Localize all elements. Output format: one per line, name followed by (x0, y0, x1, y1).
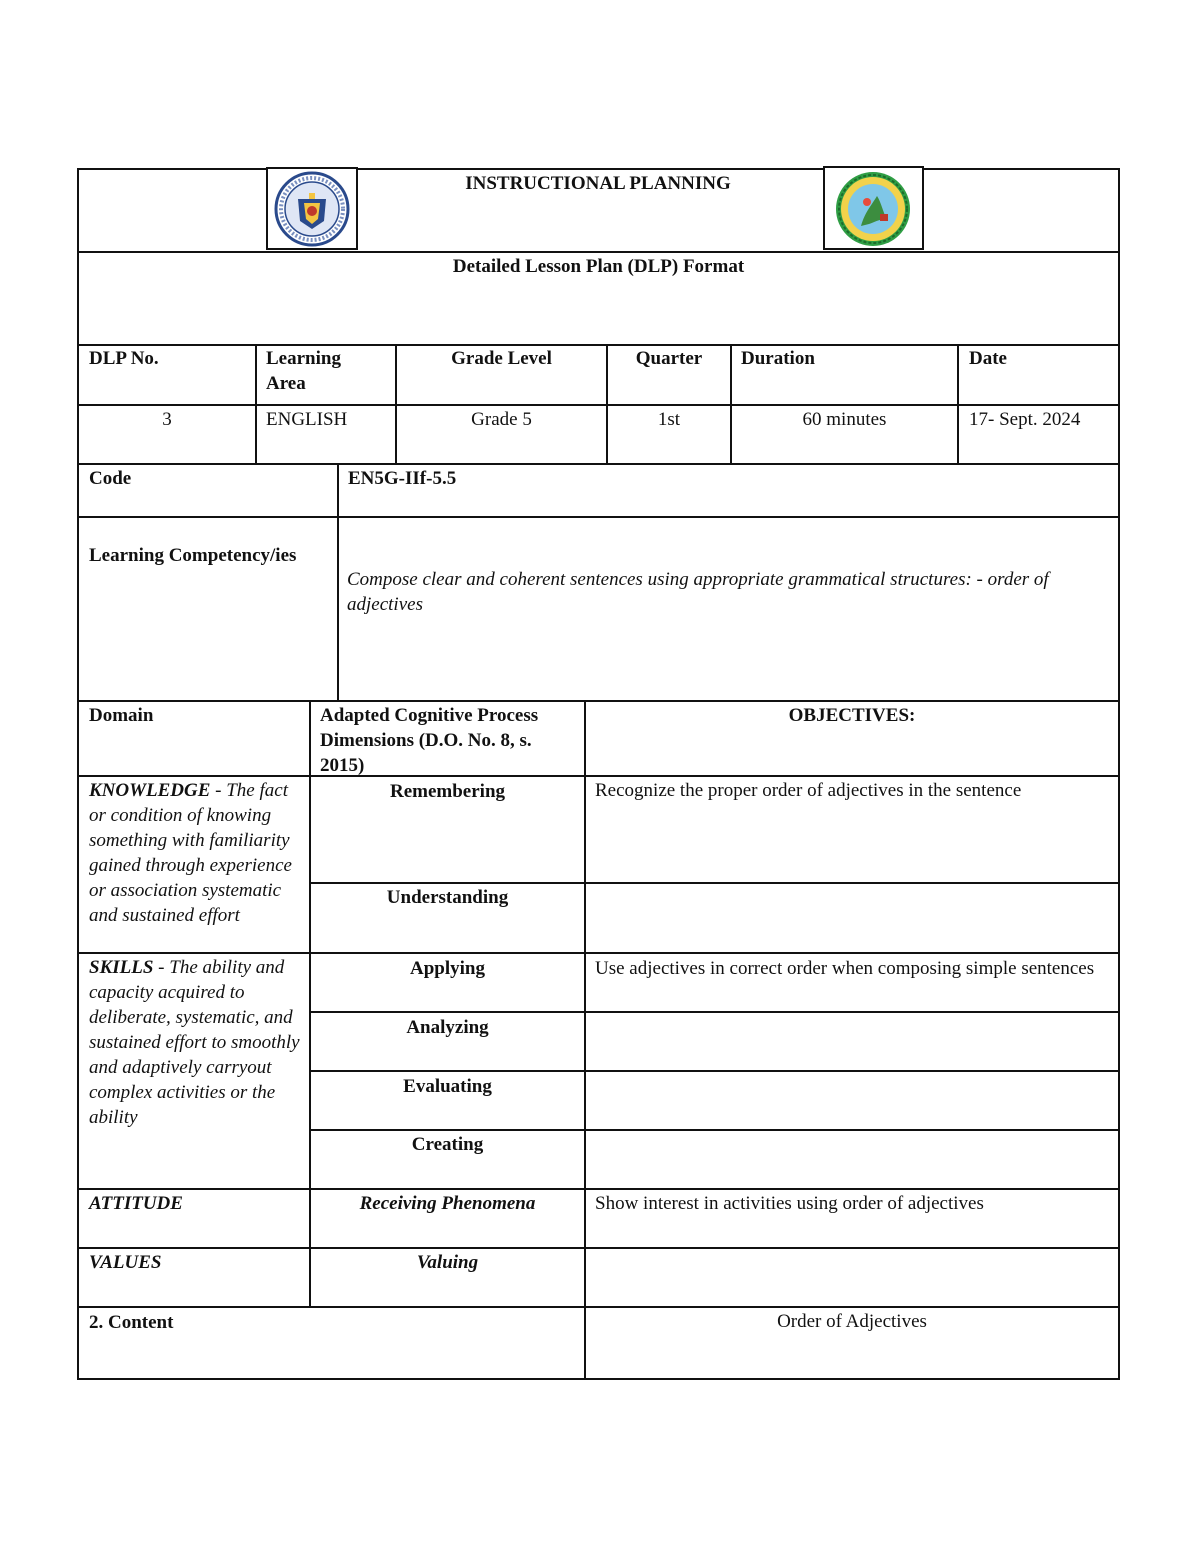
content-label: 2. Content (89, 1312, 174, 1333)
objective-applying: Use adjectives in correct order when composing simple sentences (595, 958, 1095, 979)
dimension-remembering: Remembering (389, 781, 506, 802)
page-title: INSTRUCTIONAL PLANNING (465, 173, 731, 194)
header-dlp-no: DLP No. (89, 348, 159, 369)
knowledge-desc: - The fact or condition of knowing something with familiarity gained through experience or association systematic and sustained effort (89, 780, 292, 926)
domain-header: Domain (89, 705, 154, 726)
value-duration: 60 minutes (802, 409, 887, 430)
value-dlp-no: 3 (162, 409, 172, 430)
header-learning-area: Learning Area (266, 348, 341, 394)
value-date: 17- Sept. 2024 (969, 409, 1081, 430)
dimension-understanding: Understanding (386, 887, 509, 908)
skills-domain (89, 955, 303, 1130)
header-date: Date (969, 348, 1007, 369)
header-quarter: Quarter (635, 348, 703, 369)
header-grade-level: Grade Level (451, 348, 552, 369)
document-subtitle: Detailed Lesson Plan (DLP) Format (452, 256, 745, 277)
header-duration: Duration (741, 348, 815, 369)
content-value: Order of Adjectives (777, 1311, 927, 1332)
competency-label: Learning Competency/ies (89, 545, 297, 566)
dimension-valuing: Valuing (416, 1252, 479, 1273)
logo-left (266, 167, 358, 250)
attitude-domain: ATTITUDE (89, 1193, 183, 1214)
objectives-header: OBJECTIVES: (788, 705, 916, 726)
objective-remembering: Recognize the proper order of adjectives in the sentence (595, 780, 1022, 801)
dimension-creating: Creating (411, 1134, 484, 1155)
logo-right (823, 166, 924, 250)
competency-value: Compose clear and coherent sentences using appropriate grammatical structures: - order of adjectives (347, 569, 1049, 615)
knowledge-domain (89, 778, 303, 928)
skills-title: SKILLS (89, 957, 154, 978)
deped-seal-icon (268, 169, 356, 248)
knowledge-title: KNOWLEDGE (89, 780, 211, 801)
dimension-applying: Applying (410, 958, 485, 979)
dimension-analyzing: Analyzing (406, 1017, 489, 1038)
dimension-receiving: Receiving Phenomena (359, 1193, 536, 1214)
value-quarter: 1st (657, 409, 681, 430)
objective-receiving: Show interest in activities using order of adjectives (595, 1193, 984, 1214)
dimension-evaluating: Evaluating (403, 1076, 492, 1097)
value-learning-area: ENGLISH (266, 409, 348, 430)
code-label: Code (89, 468, 132, 489)
skills-desc: - The ability and capacity acquired to deliberate, systematic, and sustained effort to smoothly and adaptively carryout complex activities or the ability (89, 957, 300, 1128)
code-value: EN5G-IIf-5.5 (348, 468, 457, 489)
values-domain: VALUES (89, 1252, 162, 1273)
division-seal-icon (825, 168, 922, 248)
value-grade-level: Grade 5 (471, 409, 532, 430)
dimensions-header: Adapted Cognitive Process Dimensions (D.O. No. 8, s. 2015) (320, 705, 539, 776)
